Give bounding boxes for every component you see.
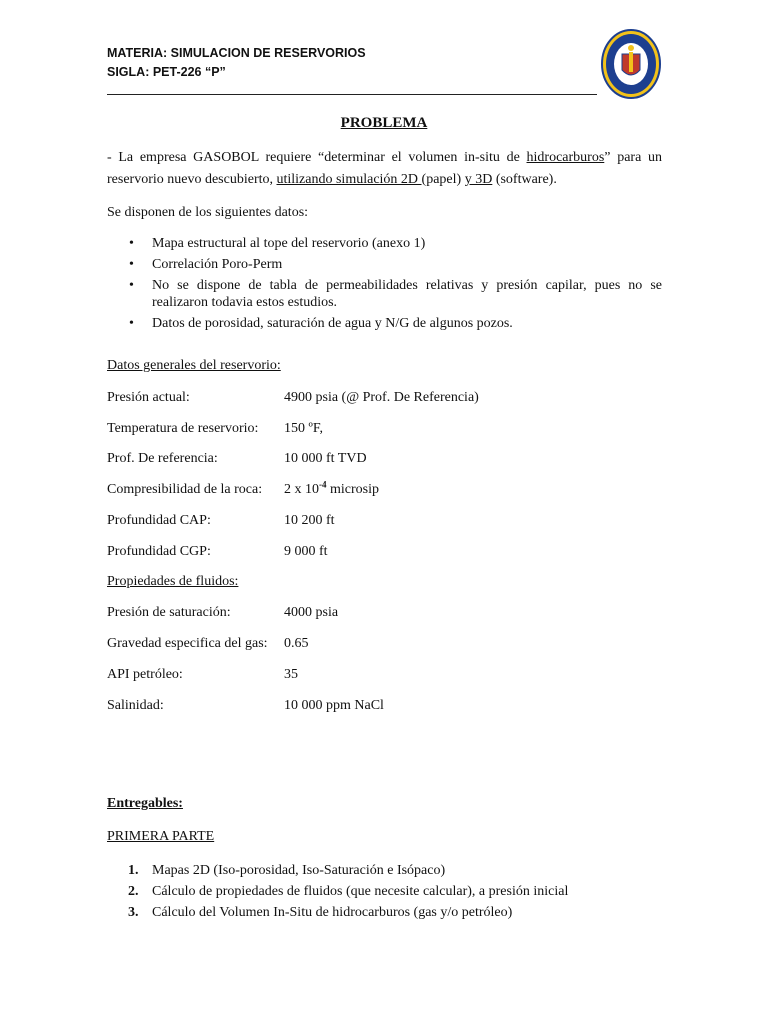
list-item: • No se dispone de tabla de permeabilidades relativas y presión capilar, pues no se realizaron todavia estos estudios. xyxy=(107,277,662,311)
list-item xyxy=(107,881,568,902)
row-label: Gravedad especifica del gas: xyxy=(107,636,268,651)
intro-text-5: (papel) xyxy=(421,172,465,187)
list-item xyxy=(107,860,568,881)
row-value: 10 000 ppm NaCl xyxy=(284,698,384,713)
problem-title: PROBLEMA xyxy=(340,115,428,131)
first-part-heading-text: PRIMERA PARTE xyxy=(107,829,215,844)
reservoir-row xyxy=(107,418,662,440)
intro-paragraph xyxy=(107,147,662,191)
reservoir-row xyxy=(107,448,662,470)
row-value: 35 xyxy=(284,667,298,682)
intro-text-1: - La empresa GASOBOL requiere “determinar el volumen in-situ de xyxy=(107,150,527,165)
intro-text-7: (software). xyxy=(492,172,557,187)
row-value: 4900 psia (@ Prof. De Referencia) xyxy=(284,390,479,405)
row-label: Profundidad CGP: xyxy=(107,544,211,559)
row-value: 10 200 ft xyxy=(284,513,335,528)
item-number: 3. xyxy=(128,905,139,920)
row-value xyxy=(284,479,379,501)
reservoir-heading-text: Datos generales del reservorio: xyxy=(107,358,281,373)
value-base: 2 x 10 xyxy=(284,482,319,497)
list-item xyxy=(107,902,568,923)
row-value: 10 000 ft TVD xyxy=(284,451,367,466)
value-exponent: -4 xyxy=(319,479,327,490)
row-label: Profundidad CAP: xyxy=(107,513,211,528)
course-code-line: SIGLA: PET-226 “P” xyxy=(107,65,226,79)
fluid-row xyxy=(107,602,662,624)
deliverables-list xyxy=(107,860,568,923)
reservoir-heading xyxy=(107,355,662,377)
reservoir-row xyxy=(107,387,662,409)
reservoir-row xyxy=(107,510,662,532)
value-unit: microsip xyxy=(326,482,379,497)
row-label: Temperatura de reservorio: xyxy=(107,421,259,436)
intro-text-2: hidrocarburos xyxy=(526,150,605,165)
row-label: API petróleo: xyxy=(107,667,183,682)
row-value: 150 ºF, xyxy=(284,421,324,436)
row-label: Salinidad: xyxy=(107,698,164,713)
fluid-row xyxy=(107,695,662,717)
row-value: 4000 psia xyxy=(284,605,339,620)
fluid-row xyxy=(107,633,662,655)
subject-line: MATERIA: SIMULACION DE RESERVORIOS xyxy=(107,46,366,60)
row-label: Presión actual: xyxy=(107,390,190,405)
row-label: Compresibilidad de la roca: xyxy=(107,482,263,497)
first-part-heading xyxy=(107,826,662,848)
fluids-heading-text: Propiedades de fluidos: xyxy=(107,574,239,589)
intro-text-3: ” para un reservorio nuevo descubierto, xyxy=(107,150,662,187)
data-intro: Se disponen de los siguientes datos: xyxy=(107,205,309,220)
document-header xyxy=(107,44,597,82)
row-label: Prof. De referencia: xyxy=(107,451,218,466)
intro-text-4: utilizando simulación 2D xyxy=(276,172,422,187)
item-text: Cálculo del Volumen In-Situ de hidrocarburos (gas y/o petróleo) xyxy=(152,905,513,920)
item-text: Mapas 2D (Iso-porosidad, Iso-Saturación e Isópaco) xyxy=(152,863,446,878)
university-seal-logo xyxy=(600,28,662,100)
reservoir-row xyxy=(107,541,662,563)
fluids-heading xyxy=(107,571,662,593)
deliverables-heading-text: Entregables: xyxy=(107,796,183,811)
item-number: 2. xyxy=(128,884,139,899)
list-item: • Correlación Poro-Perm xyxy=(107,256,662,273)
row-value: 9 000 ft xyxy=(284,544,328,559)
row-label: Presión de saturación: xyxy=(107,605,231,620)
given-data-list xyxy=(107,235,662,336)
header-divider xyxy=(107,94,597,95)
deliverables-heading xyxy=(107,793,662,815)
list-item: • Mapa estructural al tope del reservorio (anexo 1) xyxy=(107,235,662,252)
fluid-row xyxy=(107,664,662,686)
item-text: Cálculo de propiedades de fluidos (que necesite calcular), a presión inicial xyxy=(152,884,569,899)
reservoir-row xyxy=(107,479,662,501)
list-item: • Datos de porosidad, saturación de agua y N/G de algunos pozos. xyxy=(107,315,662,332)
row-value: 0.65 xyxy=(284,636,309,651)
intro-text-6: y 3D xyxy=(464,172,493,187)
item-number: 1. xyxy=(128,863,139,878)
